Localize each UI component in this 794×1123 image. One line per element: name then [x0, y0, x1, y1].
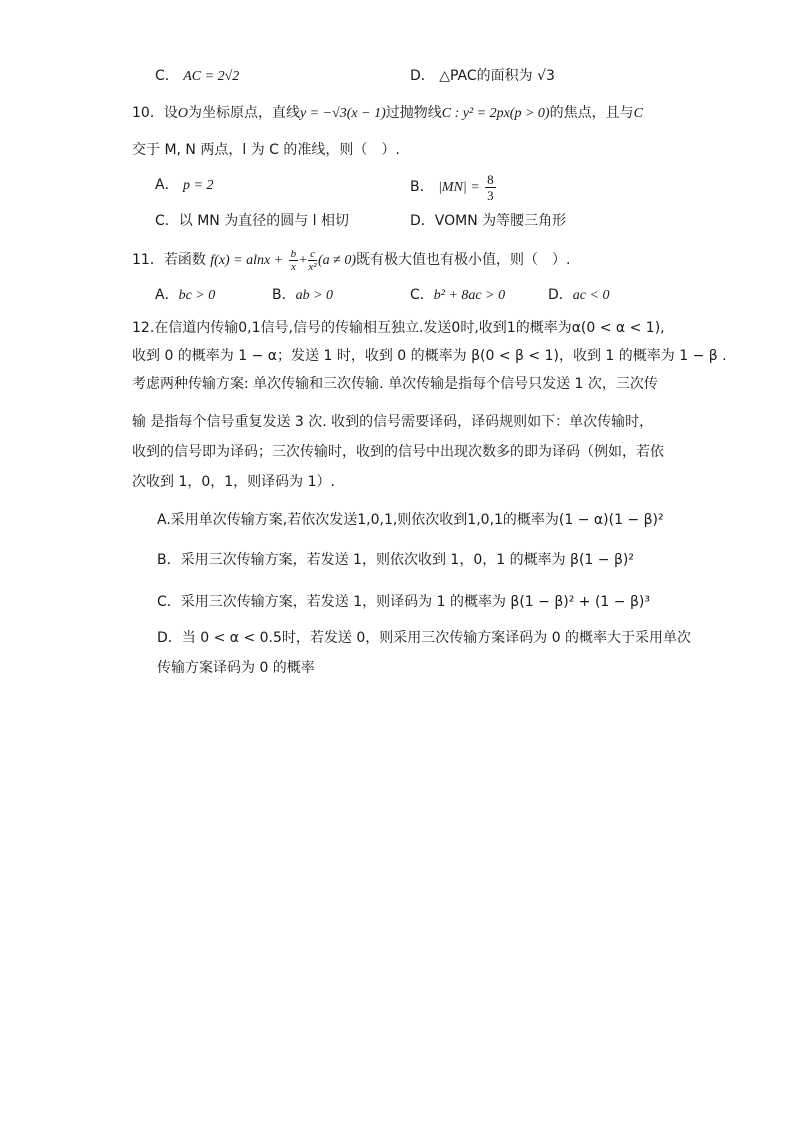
q10-option-b-fraction — [485, 172, 496, 203]
fraction-numerator: b — [290, 247, 297, 260]
q10-stem-text: 的焦点，且与 — [549, 105, 634, 121]
q9-option-c-label: C． — [155, 68, 179, 84]
fraction-numerator: 8 — [487, 171, 494, 187]
q11-option-d-label: D． — [548, 287, 573, 303]
fraction-denominator: 3 — [487, 187, 494, 203]
q11-function: f(x) = alnx + — [210, 253, 284, 268]
q11-option-d — [548, 285, 609, 306]
q10-option-a — [155, 175, 213, 196]
q9-option-c — [155, 66, 239, 87]
q12-option-d-line1: D．当 0 < α < 0.5时，若发送 0，则采用三次传输方案译码为 0 的概率大于采用单次 — [157, 630, 692, 646]
q10-origin-symbol: O — [177, 106, 188, 121]
q10-stem-text: 过抛物线 — [385, 105, 442, 121]
q12-option-c: C．采用三次传输方案，若发送 1，则译码为 1 的概率为 β(1 − β)² + (1 − β)³ — [157, 594, 650, 610]
plus-sign: + — [299, 253, 308, 268]
q11-option-c — [410, 285, 505, 306]
q11-option-c-math: b² + 8ac > 0 — [433, 288, 506, 303]
q12-stem-line4: 输 是指每个信号重复发送 3 次. 收到的信号需要译码，译码规则如下：单次传输时， — [132, 414, 654, 430]
q11-fraction-b-over-x — [289, 248, 299, 273]
q10-option-b — [410, 171, 497, 204]
q11-condition: (a ≠ 0) — [317, 253, 356, 268]
fraction-numerator: c — [310, 247, 315, 260]
q9-option-c-math: AC = 2√2 — [183, 69, 240, 84]
q12-stem-line3: 考虑两种传输方案: 单次传输和三次传输. 单次传输是指每个信号只发送 1 次，三次传 — [132, 376, 658, 392]
q10-parabola-equation: C : y² = 2px(p > 0) — [441, 106, 550, 121]
q10-option-a-math: p = 2 — [183, 178, 214, 193]
fraction-denominator: x — [290, 260, 296, 273]
q9-option-d-label: D． — [410, 68, 435, 84]
q9-option-d — [410, 66, 555, 86]
q11-option-c-label: C． — [410, 287, 434, 303]
q10-curve-symbol: C — [633, 106, 643, 121]
q10-stem-text: 10．设 — [132, 105, 178, 121]
fraction-denominator: x² — [308, 260, 317, 273]
q10-stem-line1 — [132, 103, 643, 124]
q12-stem-line6: 次收到 1，0，1，则译码为 1）. — [132, 474, 335, 490]
q11-option-d-math: ac < 0 — [572, 288, 610, 303]
q10-option-d: D．VOMN 为等腰三角形 — [410, 213, 567, 229]
q11-stem-prefix: 11．若函数 — [132, 252, 206, 268]
q11-option-a — [155, 285, 215, 306]
q11-option-b-math: ab > 0 — [295, 288, 334, 303]
q12-stem-line2: 收到 0 的概率为 1 − α；发送 1 时，收到 0 的概率为 β(0 < β < 1)，收到 1 的概率为 1 − β . — [132, 348, 727, 364]
q12-stem-line5: 收到的信号即为译码；三次传输时，收到的信号中出现次数多的即为译码（例如，若依 — [132, 444, 664, 460]
q10-stem-line2: 交于 M, N 两点，l 为 C 的准线，则（ ）. — [132, 142, 400, 158]
q12-stem-line1: 12.在信道内传输0,1信号,信号的传输相互独立.发送0时,收到1的概率为α(0 < α < 1), — [132, 320, 665, 336]
q10-option-c: C．以 MN 为直径的圆与 l 相切 — [155, 213, 350, 229]
q11-option-a-math: bc > 0 — [178, 288, 216, 303]
q10-option-b-lhs: |MN| = — [438, 180, 480, 195]
q11-option-b — [272, 285, 333, 306]
q10-option-b-label: B． — [410, 179, 434, 195]
q9-option-d-text: △PAC的面积为 √3 — [439, 68, 555, 84]
q11-option-a-label: A． — [155, 287, 179, 303]
q12-option-b: B．采用三次传输方案，若发送 1，则依次收到 1，0，1 的概率为 β(1 − β)² — [157, 552, 634, 568]
q11-stem-suffix: 既有极大值也有极小值，则（ ）. — [355, 252, 571, 268]
q10-stem-text: 为坐标原点，直线 — [187, 105, 300, 121]
q11-option-b-label: B． — [272, 287, 296, 303]
q10-option-a-label: A． — [155, 177, 179, 193]
q10-line-equation: y = −√3(x − 1) — [299, 106, 386, 121]
q12-option-d-line2: 传输方案译码为 0 的概率 — [157, 660, 315, 676]
q11-fraction-c-over-x2 — [308, 248, 317, 273]
q11-stem — [132, 246, 570, 275]
q12-option-a: A.采用单次传输方案,若依次发送1,0,1,则依次收到1,0,1的概率为(1 − α)(1 − β)² — [157, 512, 664, 528]
